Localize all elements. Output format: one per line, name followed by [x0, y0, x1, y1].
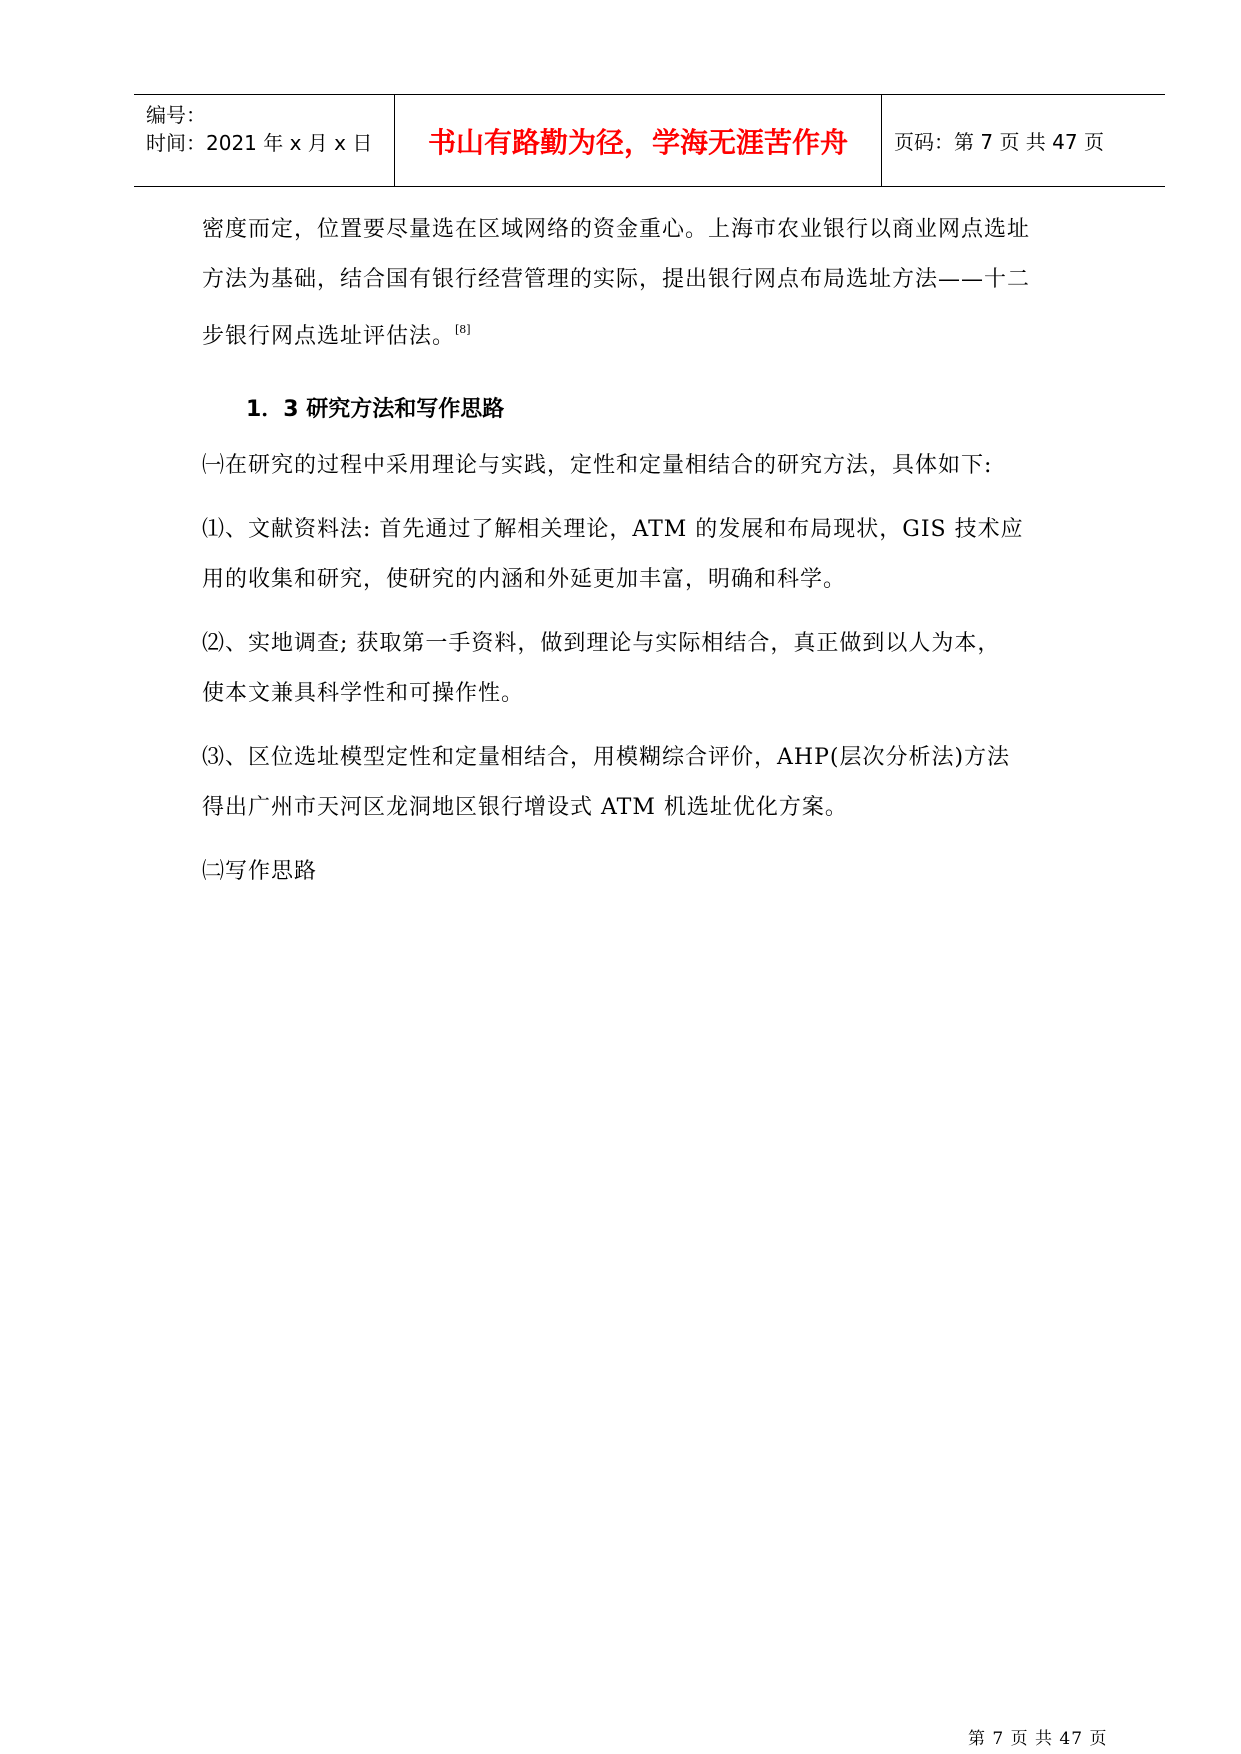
method-1-line-1: ⑴、文献资料法: 首先通过了解相关理论，ATM 的发展和布局现状，GIS 技术应	[202, 517, 1024, 542]
header-meta-cell	[134, 95, 395, 186]
intro-paragraph	[202, 205, 1107, 362]
method-1-paragraph	[202, 505, 1107, 605]
time-label: 时间：2021 年 x 月 x 日	[146, 131, 373, 155]
method-1-line-2: 用的收集和研究，使研究的内涵和外延更加丰富，明确和科学。	[202, 567, 847, 592]
method-3-line-2: 得出广州市天河区龙洞地区银行增设式 ATM 机选址优化方案。	[202, 795, 848, 820]
serial-number-label: 编号：	[146, 103, 206, 127]
page-footer: 第 7 页 共 47 页	[968, 1729, 1108, 1749]
method-2-paragraph	[202, 619, 1107, 719]
method-3-line-1: ⑶、区位选址模型定性和定量相结合，用模糊综合评价，AHP(层次分析法)方法	[202, 745, 1011, 770]
writing-ideas-heading: ㈡写作思路	[202, 859, 318, 884]
intro-line-3-text: 步银行网点选址评估法。	[202, 324, 456, 349]
intro-line-2: 方法为基础，结合国有银行经营管理的实际，提出银行网点布局选址方法——十二	[202, 267, 1031, 292]
methods-intro: ㈠在研究的过程中采用理论与实践，定性和定量相结合的研究方法，具体如下:	[202, 453, 993, 478]
method-2-line-1: ⑵、实地调查; 获取第一手资料，做到理论与实际相结合，真正做到以人为本，	[202, 631, 1001, 656]
header-page-number: 页码：第 7 页 共 47 页	[894, 130, 1104, 154]
intro-line-1: 密度而定，位置要尽量选在区域网络的资金重心。上海市农业银行以商业网点选址	[202, 217, 1031, 242]
header-motto: 书山有路勤为径，学海无涯苦作舟	[395, 95, 882, 186]
page-header	[134, 94, 1165, 187]
method-3-paragraph	[202, 733, 1107, 833]
intro-line-3	[202, 305, 1107, 362]
section-heading: 1．3 研究方法和写作思路	[246, 397, 505, 422]
citation-marker: [8]	[455, 323, 471, 336]
method-2-line-2: 使本文兼具科学性和可操作性。	[202, 681, 525, 706]
